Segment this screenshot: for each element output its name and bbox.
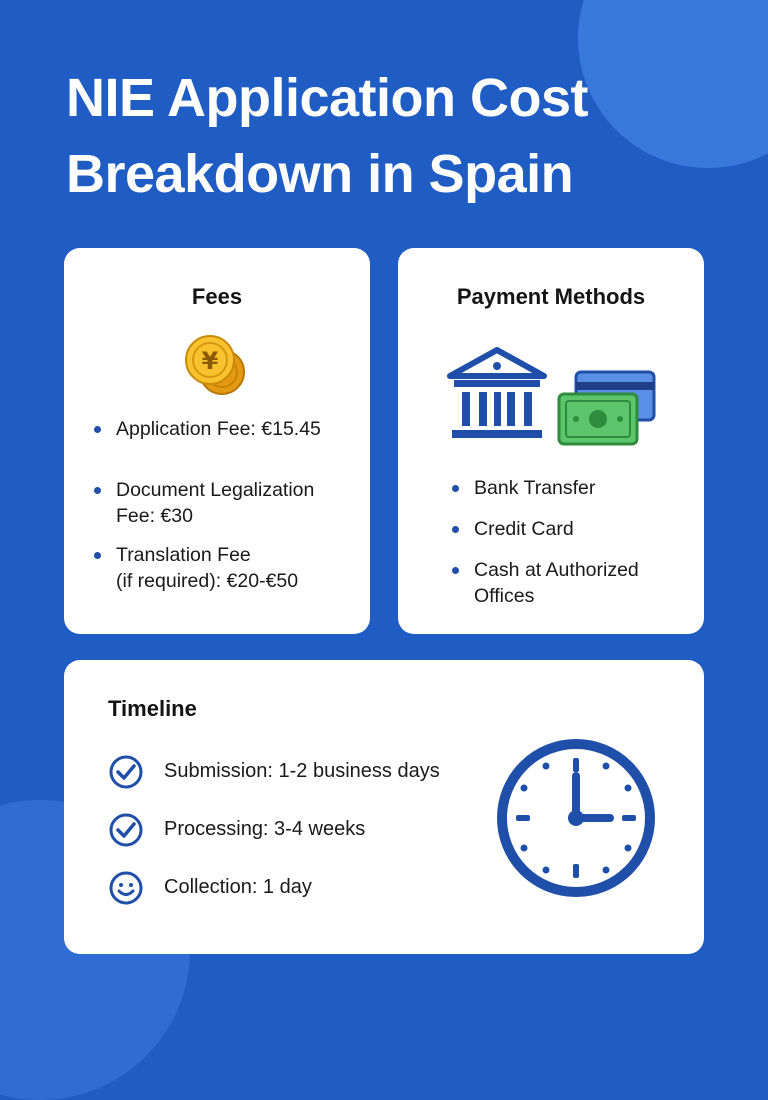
fees-card [64, 248, 370, 634]
yen-coins-icon [182, 334, 254, 398]
fee-item-text-line-1: Document Legalization [116, 479, 315, 501]
bullet-dot [94, 552, 101, 559]
payment-item-bank-transfer [474, 475, 595, 501]
payment-item-text: Credit Card [474, 518, 574, 540]
bank-icon [446, 346, 548, 446]
timeline-step-submission [108, 754, 508, 790]
payment-item-text-line-2: Offices [474, 585, 535, 607]
timeline-step-processing [108, 812, 508, 848]
payment-item-cash [474, 557, 639, 609]
fee-item-translation [116, 542, 298, 594]
fee-item-text: Application Fee: €15.45 [116, 418, 321, 440]
bullet-dot [452, 526, 459, 533]
clock-icon [494, 736, 658, 900]
timeline-step-label: Collection: 1 day [164, 876, 312, 898]
check-circle-icon [108, 754, 144, 790]
timeline-card [64, 660, 704, 954]
page-title-line-1: NIE Application Cost [66, 68, 589, 128]
payment-item-credit-card [474, 516, 574, 542]
payment-item-text: Bank Transfer [474, 477, 596, 499]
fee-item-legalization [116, 477, 314, 529]
fee-item-text-line-2: Fee: €30 [116, 505, 193, 527]
fee-item-text-line-2: (if required): €20-€50 [116, 570, 299, 592]
smiley-circle-icon [108, 870, 144, 906]
bullet-dot [452, 485, 459, 492]
timeline-heading: Timeline [108, 696, 197, 721]
fee-item-application [116, 416, 321, 442]
timeline-step-label: Submission: 1-2 business days [164, 760, 440, 782]
page-title [66, 60, 726, 212]
bullet-dot [94, 426, 101, 433]
payment-item-text-line-1: Cash at Authorized [474, 559, 639, 581]
fees-heading: Fees [191, 284, 243, 309]
payment-methods-heading: Payment Methods [456, 284, 646, 309]
fee-item-text-line-1: Translation Fee [116, 544, 251, 566]
timeline-step-collection [108, 870, 508, 906]
svg-text:¥: ¥ [201, 347, 219, 375]
page-title-line-2: Breakdown in Spain [66, 144, 574, 204]
payment-methods-card [398, 248, 704, 634]
timeline-step-label: Processing: 3-4 weeks [164, 818, 366, 840]
bullet-dot [94, 487, 101, 494]
cash-and-card-icon [556, 370, 658, 448]
bullet-dot [452, 567, 459, 574]
check-circle-icon [108, 812, 144, 848]
